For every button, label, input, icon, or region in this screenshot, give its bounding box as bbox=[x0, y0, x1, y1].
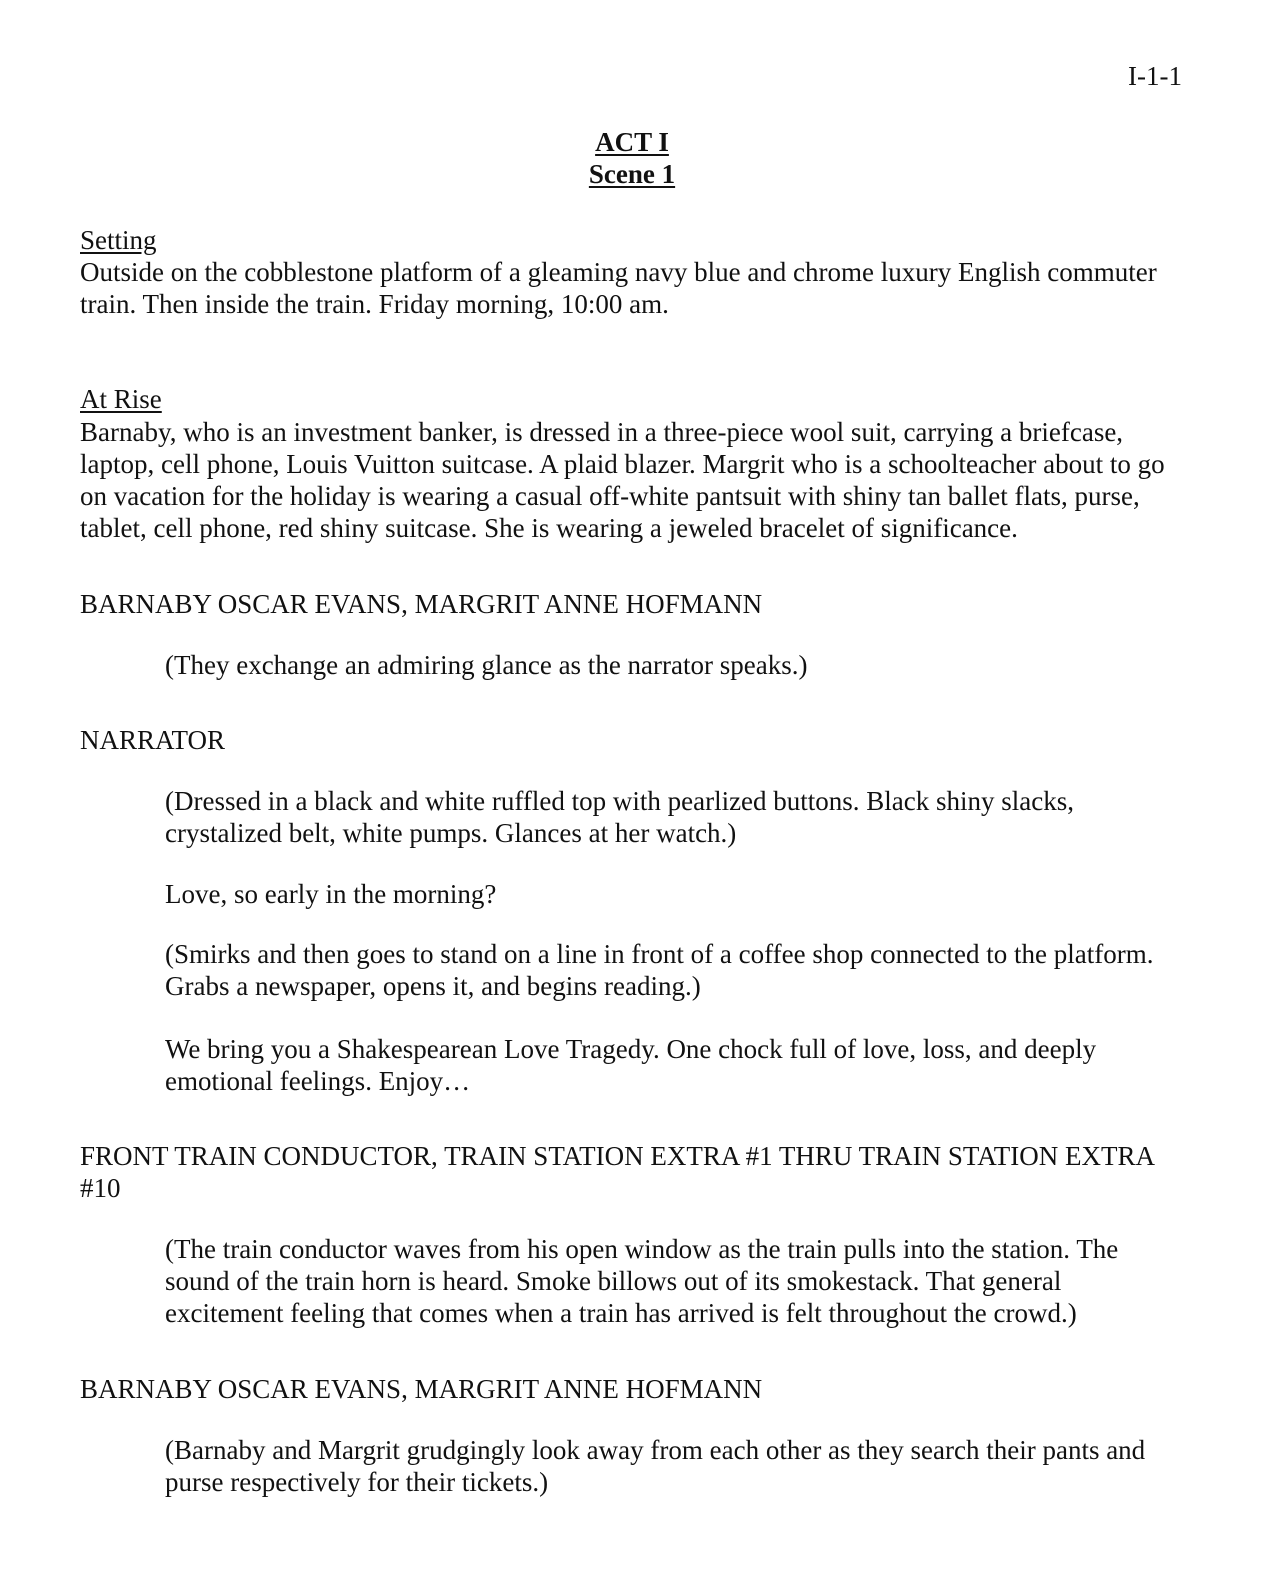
character-cue: FRONT TRAIN CONDUCTOR, TRAIN STATION EXTRA #1 THRU TRAIN STATION EXTRA #10 bbox=[80, 1141, 1154, 1203]
dialogue-line: We bring you a Shakespearean Love Tragedy. One chock full of love, loss, and deeply emotional feelings. Enjoy… bbox=[165, 1034, 1097, 1096]
setting-label: Setting bbox=[80, 225, 157, 255]
stage-direction: (The train conductor waves from his open window as the train pulls into the station. The sound of the train horn is heard. Smoke billows out of its smokestack. That general excitement feeling that comes when a train has arrived is felt throughout the crowd.) bbox=[165, 1234, 1119, 1328]
character-cue: BARNABY OSCAR EVANS, MARGRIT ANNE HOFMANN bbox=[80, 589, 763, 619]
stage-direction: (They exchange an admiring glance as the narrator speaks.) bbox=[165, 650, 808, 680]
dialogue-line: Love, so early in the morning? bbox=[165, 879, 497, 909]
stage-direction: (Barnaby and Margrit grudgingly look away from each other as they search their pants and purse respectively for their tickets.) bbox=[165, 1435, 1146, 1497]
scene-heading: Scene 1 bbox=[588, 159, 676, 189]
act-heading: ACT I bbox=[595, 127, 669, 157]
at-rise-label: At Rise bbox=[80, 384, 162, 414]
page-number: I-1-1 bbox=[1128, 61, 1182, 91]
character-cue: NARRATOR bbox=[80, 725, 226, 755]
character-cue: BARNABY OSCAR EVANS, MARGRIT ANNE HOFMANN bbox=[80, 1374, 763, 1404]
stage-direction: (Smirks and then goes to stand on a line in front of a coffee shop connected to the platform. Grabs a newspaper, opens it, and begins reading.) bbox=[165, 939, 1154, 1001]
stage-direction: (Dressed in a black and white ruffled top with pearlized buttons. Black shiny slacks, crystalized belt, white pumps. Glances at her watch.) bbox=[165, 786, 1075, 848]
setting-text: Outside on the cobblestone platform of a gleaming navy blue and chrome luxury English commuter train. Then inside the train. Friday morning, 10:00 am. bbox=[80, 257, 1157, 319]
at-rise-text: Barnaby, who is an investment banker, is dressed in a three-piece wool suit, carrying a briefcase, laptop, cell phone, Louis Vuitton suitcase. A plaid blazer. Margrit who is a schoolteacher about to go on vacation for the holiday is wearing a casual off-white pantsuit with shiny tan ballet flats, purse, tablet, cell phone, red shiny suitcase. She is wearing a jeweled bracelet of significance. bbox=[80, 417, 1165, 543]
